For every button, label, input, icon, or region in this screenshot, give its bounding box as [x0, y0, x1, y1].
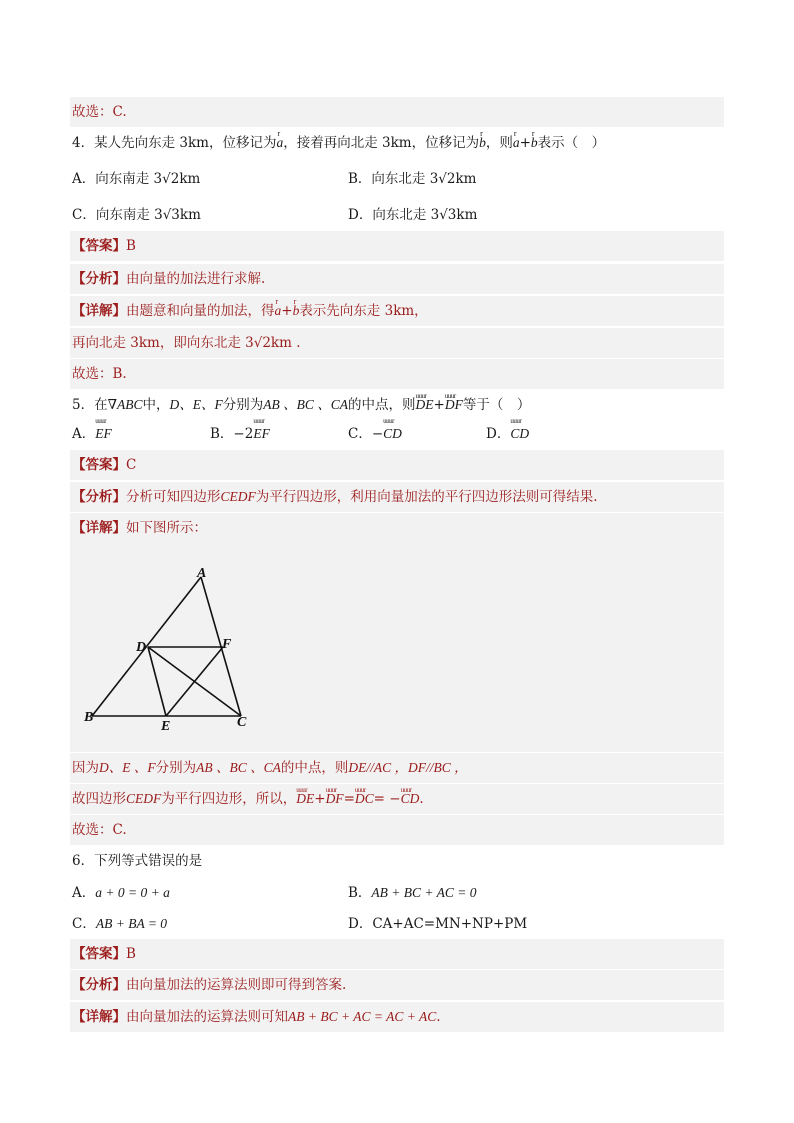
q6-answer: 【答案】B: [70, 939, 724, 969]
label-a: A: [197, 566, 207, 581]
q5-option-a: A．uuur EF: [72, 422, 112, 442]
q4-option-a: A．向东南走 3√2km: [72, 171, 201, 187]
q5-figure: [70, 542, 724, 752]
q5-option-c: C．−uuur CD: [348, 422, 402, 442]
q5-choose-line: 故选：C.: [70, 815, 724, 845]
q6-option-a: A．a + 0 = 0 + a: [72, 885, 170, 901]
label-f: F: [222, 637, 232, 652]
q4-option-d: D．向东北走 3√3km: [348, 207, 478, 223]
q3-choose-line: 故选：C.: [70, 97, 724, 127]
q4-option-c: C．向东南走 3√3km: [72, 207, 201, 223]
q4-detail-line2: 再向北走 3km，即向东北走 3√2km .: [70, 328, 724, 358]
q5-option-d: D．uuur CD: [486, 422, 529, 442]
q6-detail: 【详解】由向量加法的运算法则可知AB + BC + AC = AC + AC.: [70, 1002, 724, 1032]
q4-choose-line: 故选：B.: [70, 359, 724, 389]
q4-stem: 4．某人先向东走 3km，位移记为r a，接着再向北走 3km，位移记为r b，则r a+r b表示（ ）: [70, 128, 724, 158]
label-d: D: [136, 640, 147, 655]
q6-stem: 6．下列等式错误的是: [72, 853, 203, 869]
q4-option-b: B．向东北走 3√2km: [348, 171, 477, 187]
q6-option-b: B．AB + BC + AC = 0: [348, 885, 477, 901]
q4-answer: 【答案】B: [70, 231, 724, 261]
label-c: C: [237, 715, 247, 730]
label-b: B: [84, 710, 94, 725]
q5-stem: 5．在∇ABC中，D、E、F分别为AB 、BC 、CA的中点，则uuur DE+uuur DF等于（ ）: [70, 390, 724, 420]
q5-so-line: 故四边形CEDF为平行四边形，所以，uuur DE+uuur DF=uuur DC= −uuur CD.: [70, 784, 724, 814]
q5-analysis: 【分析】分析可知四边形CEDF为平行四边形，利用向量加法的平行四边形法则可得结果.: [70, 482, 724, 512]
q4-detail: 【详解】由题意和向量的加法，得r a+r b表示先向东走 3km，: [70, 296, 724, 326]
q5-answer: 【答案】C: [70, 450, 724, 480]
q5-option-b: B．−2uuur EF: [210, 422, 270, 442]
label-e: E: [161, 719, 171, 734]
q6-option-d: D．CA+AC=MN+NP+PM: [348, 916, 528, 932]
q6-analysis: 【分析】由向量加法的运算法则即可得到答案.: [70, 970, 724, 1000]
q6-option-c: C．AB + BA = 0: [72, 916, 168, 932]
q4-analysis: 【分析】由向量的加法进行求解.: [70, 264, 724, 294]
q5-because-line: 因为D、E 、F分别为AB 、BC 、CA的中点，则DE//AC ，DF//BC ，: [70, 753, 724, 783]
triangle-diagram: [70, 542, 724, 752]
segment-ef: [166, 647, 223, 716]
q5-detail: 【详解】如下图所示：: [70, 513, 724, 543]
segment-de: [148, 647, 166, 716]
